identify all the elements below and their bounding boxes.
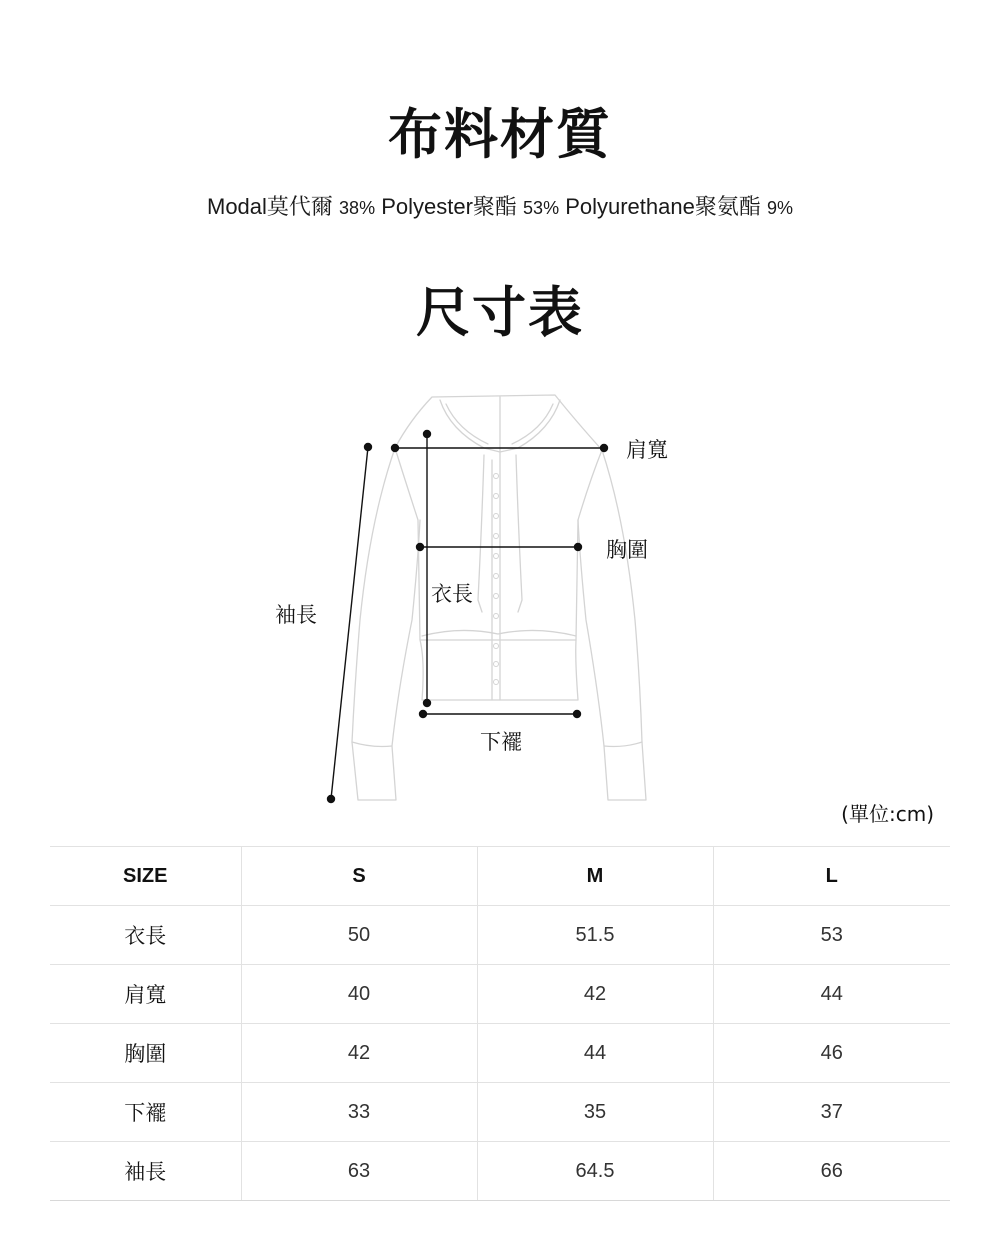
table-cell: 35	[477, 1083, 713, 1142]
table-header: M	[477, 847, 713, 906]
table-cell: 64.5	[477, 1142, 713, 1201]
fabric-item-percent: 53%	[523, 198, 560, 218]
table-row	[50, 965, 950, 1024]
fabric-title: 布料材質	[388, 103, 612, 166]
table-cell: 42	[241, 1024, 477, 1083]
row-label: 胸圍	[50, 1024, 241, 1083]
table-cell: 53	[713, 906, 950, 965]
row-label: 袖長	[50, 1142, 241, 1201]
table-row	[50, 1083, 950, 1142]
table-cell: 44	[477, 1024, 713, 1083]
fabric-composition	[0, 190, 1000, 221]
table-header: S	[241, 847, 477, 906]
fabric-item-name: Polyester聚酯	[381, 194, 517, 219]
hem-label: 下襬	[480, 730, 522, 754]
fabric-item-name: Modal莫代爾	[207, 194, 333, 219]
table-row	[50, 906, 950, 965]
size-chart-title: 尺寸表	[416, 281, 584, 344]
table-cell: 46	[713, 1024, 950, 1083]
fabric-item-name: Polyurethane聚氨酯	[565, 194, 761, 219]
row-label: 肩寬	[50, 965, 241, 1024]
table-row	[50, 1142, 950, 1201]
table-cell: 63	[241, 1142, 477, 1201]
fabric-item-percent: 9%	[766, 198, 793, 218]
table-cell: 33	[241, 1083, 477, 1142]
fabric-item-percent: 38%	[339, 198, 376, 218]
chest-label: 胸圍	[606, 538, 648, 562]
table-header-row	[50, 847, 950, 906]
table-cell: 44	[713, 965, 950, 1024]
unit-note: (單位:cm)	[841, 802, 934, 826]
size-table	[50, 846, 950, 1201]
garment-measurement-diagram	[0, 380, 1000, 820]
length-label: 衣長	[431, 582, 473, 606]
shoulder-label: 肩寬	[626, 438, 668, 462]
table-cell: 37	[713, 1083, 950, 1142]
table-cell: 40	[241, 965, 477, 1024]
table-cell: 50	[241, 906, 477, 965]
table-header: L	[713, 847, 950, 906]
table-cell: 51.5	[477, 906, 713, 965]
table-cell: 42	[477, 965, 713, 1024]
table-cell: 66	[713, 1142, 950, 1201]
table-row	[50, 1024, 950, 1083]
table-header: SIZE	[50, 847, 241, 906]
sleeve-label: 袖長	[275, 603, 317, 627]
row-label: 下襬	[50, 1083, 241, 1142]
row-label: 衣長	[50, 906, 241, 965]
